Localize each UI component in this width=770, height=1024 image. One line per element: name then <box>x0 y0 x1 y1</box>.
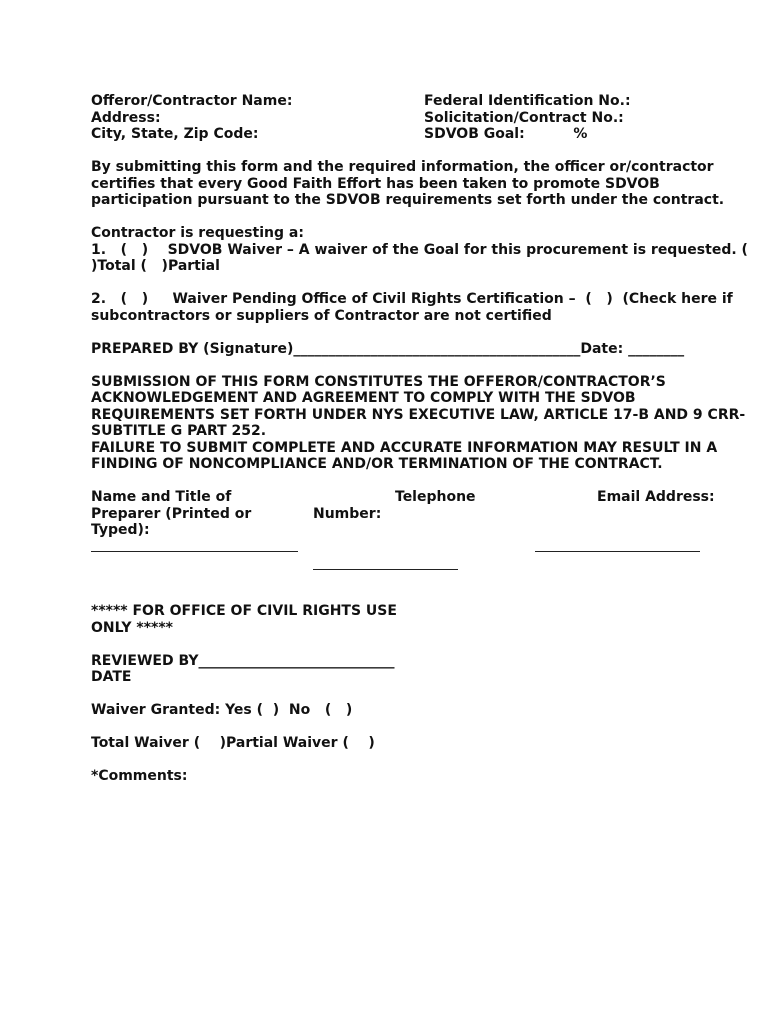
certification-paragraph: By submitting this form and the required information, the officer or/contractor certifies that every Good Faith Effort has been taken to promote SDVOB participation pursuant to the SDVOB requirements set forth under the contract. <box>91 159 725 208</box>
telephone-label-line1: Telephone <box>395 489 476 505</box>
ocr-use-heading-continued: ONLY ***** <box>91 619 173 636</box>
submission-notice <box>91 374 751 473</box>
review-date-label: DATE <box>91 669 132 685</box>
option-waiver-pending-continued: subcontractors or suppliers of Contractor are not certified <box>91 307 552 324</box>
submission-line: SUBTITLE G PART 252. <box>91 423 267 439</box>
preparer-name-label <box>91 489 281 539</box>
option-sdvob-waiver[interactable]: 1. ( ) SDVOB Waiver – A waiver of the Goal for this procurement is requested. ( <box>91 241 748 258</box>
option-waiver-pending[interactable]: 2. ( ) Waiver Pending Office of Civil Rights Certification – ( ) (Check here if <box>91 291 733 307</box>
preparer-name-label-line: Preparer (Printed or <box>91 505 252 522</box>
failure-notice-line: FAILURE TO SUBMIT COMPLETE AND ACCURATE INFORMATION MAY RESULT IN A <box>91 439 718 456</box>
prepared-by-line: PREPARED BY (Signature)_________________________________________Date: ________ <box>91 340 685 357</box>
form-page <box>91 93 751 785</box>
option-waiver-pending-section <box>91 291 751 324</box>
preparer-name-field[interactable] <box>91 551 298 552</box>
preparer-info <box>91 489 751 579</box>
preparer-name-label-line: Typed): <box>91 522 150 538</box>
email-label: Email Address: <box>597 489 715 505</box>
option-total-partial[interactable]: )Total ( )Partial <box>91 258 220 274</box>
request-section <box>91 225 751 275</box>
address-label: Address: <box>91 109 161 126</box>
telephone-label <box>313 489 493 522</box>
header-fields <box>91 93 751 143</box>
solicitation-contract-label: Solicitation/Contract No.: <box>424 109 624 126</box>
offeror-name-label: Offeror/Contractor Name: <box>91 93 293 109</box>
ocr-use-heading: ***** FOR OFFICE OF CIVIL RIGHTS USE <box>91 603 397 619</box>
telephone-field[interactable] <box>313 569 458 570</box>
sdvob-goal-label: SDVOB Goal: % <box>424 126 588 142</box>
submission-line: ACKNOWLEDGEMENT AND AGREEMENT TO COMPLY WITH THE SDVOB <box>91 390 636 406</box>
failure-notice-line: FINDING OF NONCOMPLIANCE AND/OR TERMINATION OF THE CONTRACT. <box>91 456 663 472</box>
reviewed-by-field[interactable]: REVIEWED BY____________________________ <box>91 652 395 669</box>
ocr-use-section <box>91 603 751 785</box>
request-intro: Contractor is requesting a: <box>91 225 304 241</box>
submission-line: REQUIREMENTS SET FORTH UNDER NYS EXECUTIVE LAW, ARTICLE 17-B AND 9 CRR- <box>91 406 746 423</box>
preparer-name-label-line: Name and Title of <box>91 489 232 505</box>
telephone-label-line2: Number: <box>313 505 382 522</box>
total-partial-waiver-options[interactable]: Total Waiver ( )Partial Waiver ( ) <box>91 735 375 751</box>
federal-id-label: Federal Identification No.: <box>424 93 631 109</box>
header-left-column <box>91 93 411 143</box>
waiver-granted-options[interactable]: Waiver Granted: Yes ( ) No ( ) <box>91 702 353 718</box>
prepared-by-signature-field[interactable] <box>91 341 751 358</box>
comments-label: *Comments: <box>91 768 188 784</box>
header-right-column <box>424 93 744 143</box>
city-state-zip-label: City, State, Zip Code: <box>91 126 259 142</box>
submission-line: SUBMISSION OF THIS FORM CONSTITUTES THE OFFEROR/CONTRACTOR’S <box>91 373 666 390</box>
email-field[interactable] <box>535 551 700 552</box>
